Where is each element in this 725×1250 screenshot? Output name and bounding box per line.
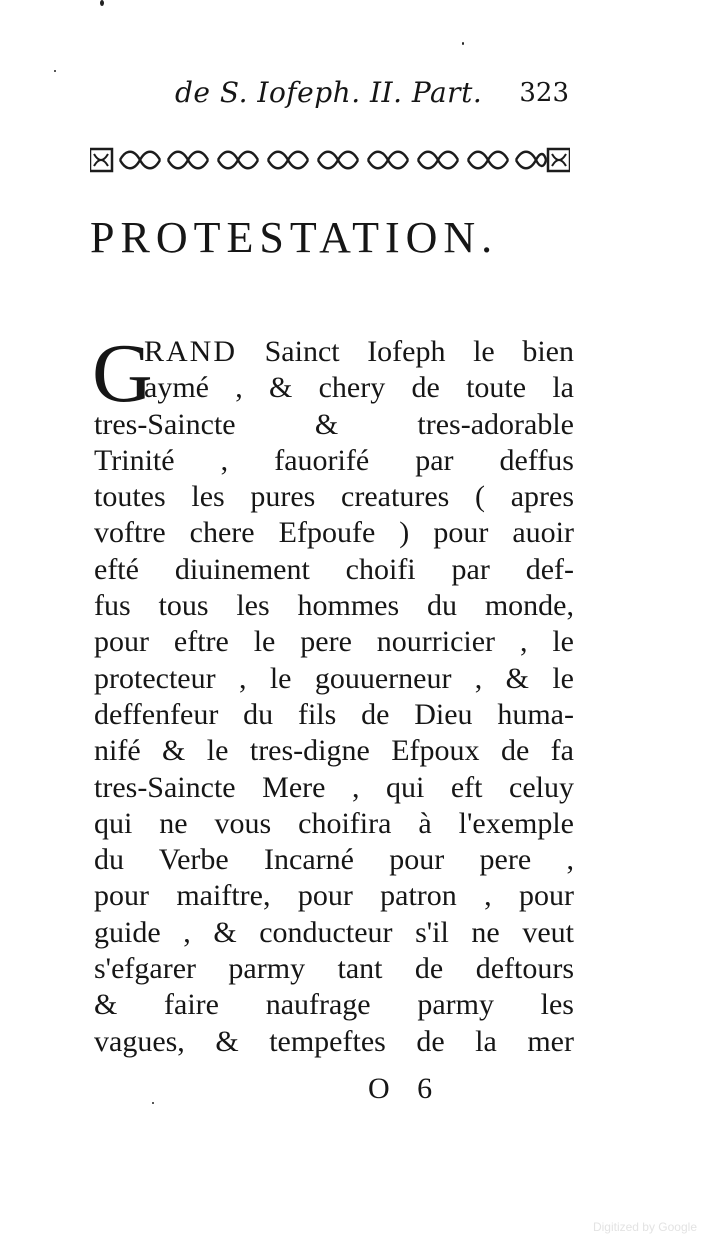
ink-speck [462, 42, 464, 45]
text-line: qui ne vous choifira à l'exemple [94, 806, 574, 840]
text-line: efté diuinement choifi par def- [94, 552, 574, 586]
watermark: Digitized by Google [592, 1220, 697, 1234]
text-line: tres-Saincte & tres-adorable [94, 407, 574, 441]
ink-speck [54, 70, 56, 72]
text-line: pour maiftre, pour patron , pour [94, 879, 574, 913]
text-line: Trinité , fauorifé par deffus [94, 443, 574, 477]
text-line: aymé , & chery de toute la [144, 371, 574, 405]
decorative-ornament-band [90, 146, 570, 174]
body-text [92, 327, 574, 1060]
running-head-title: de S. Iofeph. II. Part. [175, 76, 483, 109]
text-line: guide , & conducteur s'il ne veut [94, 915, 574, 949]
small-caps-word: RAND [144, 335, 238, 368]
ink-speck [100, 0, 104, 6]
text-line: protecteur , le gouuerneur , & le [94, 661, 574, 695]
text-line: vagues, & tempeftes de la mer [94, 1024, 574, 1058]
running-head [175, 70, 575, 110]
ink-speck [152, 1102, 154, 1104]
text-line: & faire naufrage parmy les [94, 988, 574, 1022]
page-number: 323 [519, 78, 569, 108]
text-line [94, 334, 574, 370]
opening-lines [92, 327, 574, 420]
text-line: deffenfeur du fils de Dieu huma- [94, 697, 574, 731]
text-line: tres-Saincte Mere , qui eft celuy [94, 770, 574, 804]
signature-mark: O 6 [368, 1072, 443, 1105]
text-line: toutes les pures creatures ( apres [94, 480, 574, 514]
section-heading: PROTESTATION. [90, 213, 499, 262]
drop-cap: G [92, 327, 153, 420]
text-line: voftre chere Efpoufe ) pour auoir [94, 516, 574, 550]
text-line: fus tous les hommes du monde, [94, 589, 574, 623]
text-line: s'efgarer parmy tant de deftours [94, 952, 574, 986]
text-line: pour eftre le pere nourricier , le [94, 625, 574, 659]
text-line: du Verbe Incarné pour pere , [94, 843, 574, 877]
text-line: nifé & le tres-digne Efpoux de fa [94, 734, 574, 768]
text-line-rest: Sainct Iofeph le bien [237, 335, 574, 368]
